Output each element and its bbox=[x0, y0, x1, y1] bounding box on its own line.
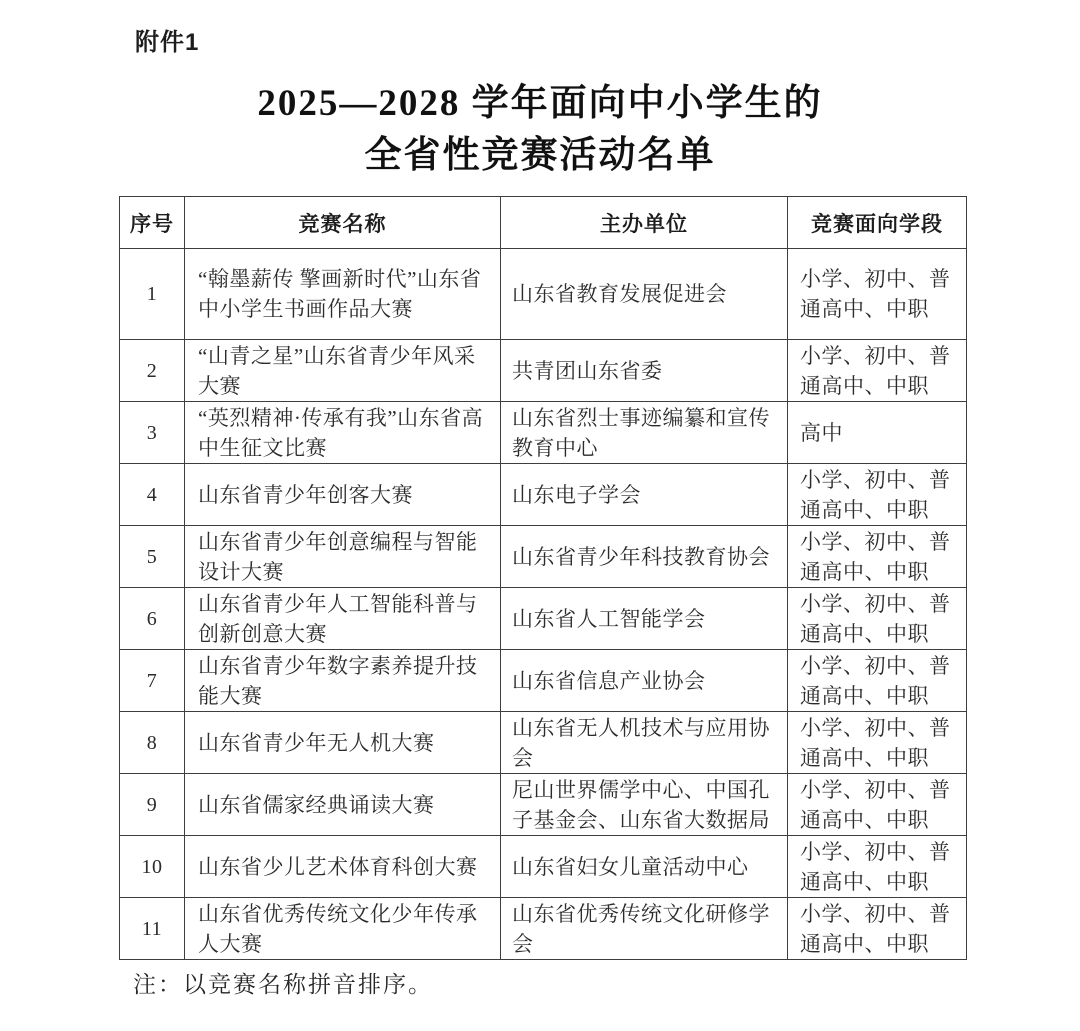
serial-number-cell: 6 bbox=[120, 588, 185, 650]
page-title-line-2: 全省性竞赛活动名单 bbox=[364, 135, 716, 176]
stage-cell: 小学、初中、普通高中、中职 bbox=[788, 340, 967, 402]
competition-name-cell: 山东省青少年人工智能科普与创新创意大赛 bbox=[185, 588, 501, 650]
competition-name-cell: “翰墨薪传 擎画新时代”山东省中小学生书画作品大赛 bbox=[185, 249, 501, 340]
competition-name-cell: “山青之星”山东省青少年风采大赛 bbox=[185, 340, 501, 402]
organizer-cell: 山东省教育发展促进会 bbox=[501, 249, 788, 340]
organizer-cell: 山东省人工智能学会 bbox=[501, 588, 788, 650]
competition-name-cell: 山东省儒家经典诵读大赛 bbox=[185, 774, 501, 836]
stage-cell: 小学、初中、普通高中、中职 bbox=[788, 898, 967, 960]
stage-cell: 小学、初中、普通高中、中职 bbox=[788, 526, 967, 588]
serial-number-cell: 7 bbox=[120, 650, 185, 712]
competition-name-cell: 山东省青少年创客大赛 bbox=[185, 464, 501, 526]
table-row bbox=[120, 588, 967, 650]
organizer-cell: 山东省信息产业协会 bbox=[501, 650, 788, 712]
table-row bbox=[120, 402, 967, 464]
table-header-row bbox=[120, 197, 967, 249]
competition-name-cell: 山东省少儿艺术体育科创大赛 bbox=[185, 836, 501, 898]
table-row bbox=[120, 774, 967, 836]
footnote: 注：以竞赛名称拼音排序。 bbox=[133, 972, 433, 997]
table-row bbox=[120, 836, 967, 898]
competition-name-cell: 山东省青少年无人机大赛 bbox=[185, 712, 501, 774]
header-competition-name: 竞赛名称 bbox=[185, 197, 501, 249]
organizer-cell: 山东电子学会 bbox=[501, 464, 788, 526]
stage-cell: 小学、初中、普通高中、中职 bbox=[788, 249, 967, 340]
stage-cell: 小学、初中、普通高中、中职 bbox=[788, 588, 967, 650]
organizer-cell: 山东省青少年科技教育协会 bbox=[501, 526, 788, 588]
competition-name-cell: 山东省青少年创意编程与智能设计大赛 bbox=[185, 526, 501, 588]
table-row bbox=[120, 249, 967, 340]
competition-name-cell: 山东省优秀传统文化少年传承人大赛 bbox=[185, 898, 501, 960]
serial-number-cell: 3 bbox=[120, 402, 185, 464]
stage-cell: 小学、初中、普通高中、中职 bbox=[788, 712, 967, 774]
header-organizer: 主办单位 bbox=[501, 197, 788, 249]
page-title bbox=[0, 78, 1080, 182]
serial-number-cell: 8 bbox=[120, 712, 185, 774]
table-row bbox=[120, 526, 967, 588]
stage-cell: 高中 bbox=[788, 402, 967, 464]
organizer-cell: 尼山世界儒学中心、中国孔子基金会、山东省大数据局 bbox=[501, 774, 788, 836]
table-row bbox=[120, 340, 967, 402]
serial-number-cell: 9 bbox=[120, 774, 185, 836]
competitions-table bbox=[119, 196, 967, 960]
competition-name-cell: 山东省青少年数字素养提升技能大赛 bbox=[185, 650, 501, 712]
organizer-cell: 山东省优秀传统文化研修学会 bbox=[501, 898, 788, 960]
organizer-cell: 共青团山东省委 bbox=[501, 340, 788, 402]
header-target-stage: 竞赛面向学段 bbox=[788, 197, 967, 249]
stage-cell: 小学、初中、普通高中、中职 bbox=[788, 774, 967, 836]
attachment-label: 附件1 bbox=[135, 29, 200, 56]
table-body bbox=[120, 249, 967, 960]
organizer-cell: 山东省妇女儿童活动中心 bbox=[501, 836, 788, 898]
stage-cell: 小学、初中、普通高中、中职 bbox=[788, 650, 967, 712]
organizer-cell: 山东省烈士事迹编纂和宣传教育中心 bbox=[501, 402, 788, 464]
table-row bbox=[120, 464, 967, 526]
page-title-line-1: 2025—2028 学年面向中小学生的 bbox=[257, 83, 823, 124]
serial-number-cell: 2 bbox=[120, 340, 185, 402]
serial-number-cell: 10 bbox=[120, 836, 185, 898]
serial-number-cell: 1 bbox=[120, 249, 185, 340]
table-row bbox=[120, 898, 967, 960]
header-serial-number: 序号 bbox=[120, 197, 185, 249]
serial-number-cell: 4 bbox=[120, 464, 185, 526]
organizer-cell: 山东省无人机技术与应用协会 bbox=[501, 712, 788, 774]
stage-cell: 小学、初中、普通高中、中职 bbox=[788, 836, 967, 898]
table-row bbox=[120, 650, 967, 712]
stage-cell: 小学、初中、普通高中、中职 bbox=[788, 464, 967, 526]
serial-number-cell: 11 bbox=[120, 898, 185, 960]
competition-name-cell: “英烈精神·传承有我”山东省高中生征文比赛 bbox=[185, 402, 501, 464]
serial-number-cell: 5 bbox=[120, 526, 185, 588]
table-row bbox=[120, 712, 967, 774]
